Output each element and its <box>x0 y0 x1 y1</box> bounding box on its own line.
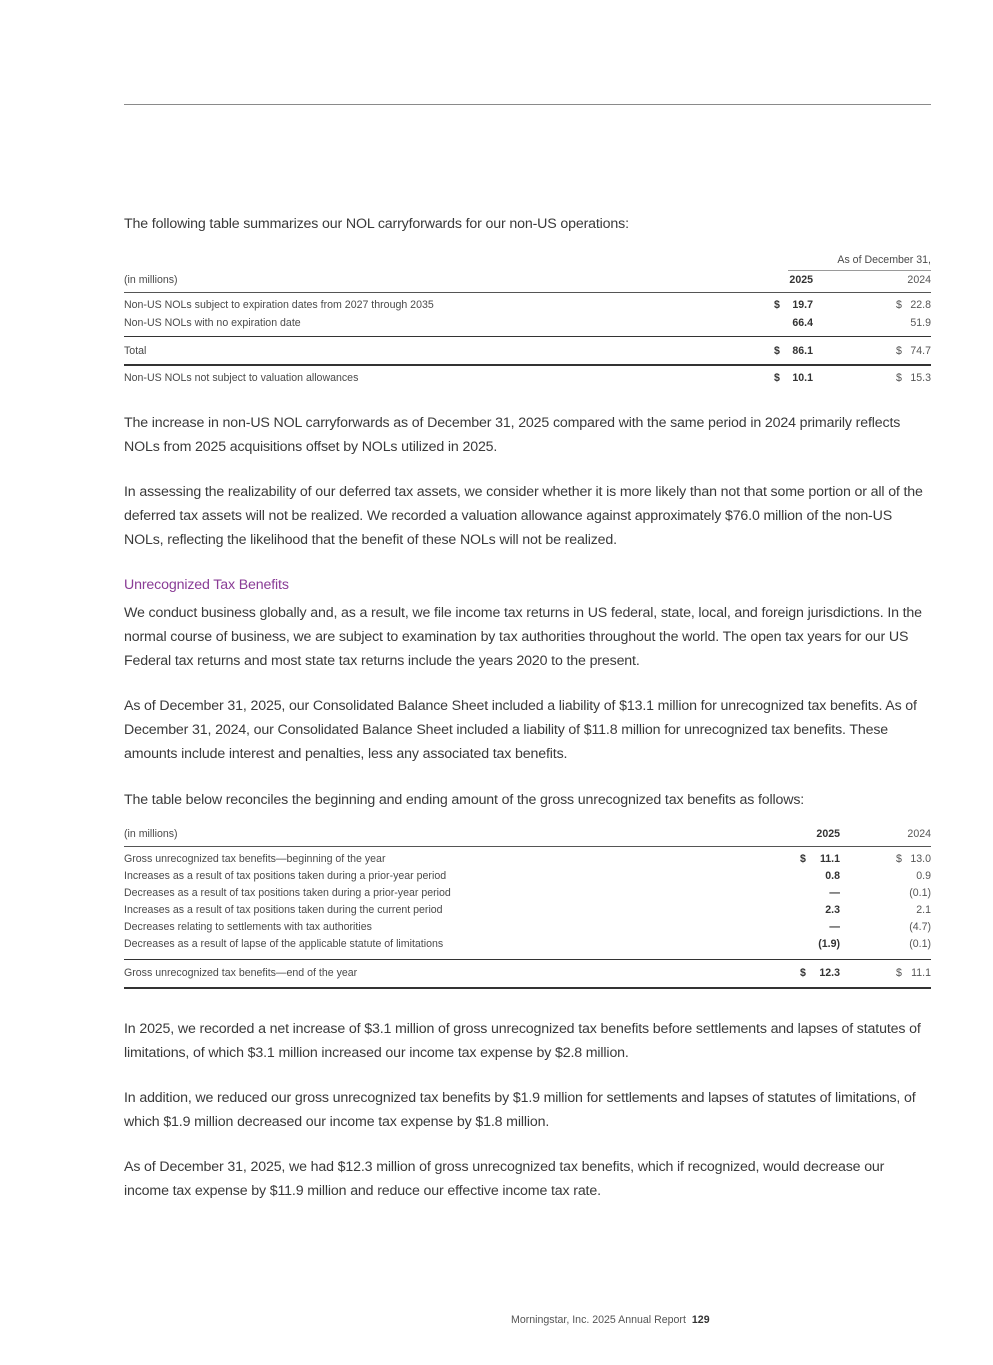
value-2025: — <box>829 887 840 899</box>
total-rule <box>124 987 931 989</box>
row-label: Gross unrecognized tax benefits—end of the year <box>124 967 358 979</box>
page-number: 129 <box>691 1314 710 1326</box>
dollar-sign: $ <box>800 853 806 865</box>
table-row <box>124 851 931 868</box>
col-2024-header: 2024 <box>907 274 931 286</box>
dollar-sign: $ <box>896 372 902 384</box>
intro-text: The following table summarizes our NOL carryforwards for our non-US operations: <box>124 216 629 232</box>
value-2025: 19.7 <box>792 299 813 311</box>
dollar-sign: $ <box>774 299 780 311</box>
value-2024: 13.0 <box>910 853 931 865</box>
row-label: Non-US NOLs with no expiration date <box>124 317 301 329</box>
value-2025: — <box>829 921 840 933</box>
report-title: Morningstar, Inc. 2025 Annual Report <box>511 1314 686 1326</box>
col-2024-header: 2024 <box>907 828 931 840</box>
utb-header-row <box>124 826 931 843</box>
value-2024: (4.7) <box>909 921 931 933</box>
row-label: Gross unrecognized tax benefits—beginning of the year <box>124 853 386 865</box>
paragraph-liability: As of December 31, 2025, our Consolidated Balance Sheet included a liability of $13.1 million for unrecognized tax benefits. As of December 31, 2024, our Consolidated Balance Sheet included a liability of $11.8 million for unrecognized tax benefits. These amounts include interest and penalties, less any associated tax benefits. <box>124 698 917 762</box>
dollar-sign: $ <box>800 967 806 979</box>
page-footer <box>511 1314 710 1326</box>
table-row <box>124 868 931 885</box>
value-2025: 10.1 <box>792 372 813 384</box>
col-2025-header: 2025 <box>789 274 813 286</box>
table-row <box>124 919 931 936</box>
total-rule <box>124 364 931 366</box>
value-2024: (0.1) <box>909 887 931 899</box>
as-of-label: As of December 31, <box>837 254 931 266</box>
header-rule <box>124 104 931 105</box>
paragraph-valuation-allowance: In assessing the realizability of our deferred tax assets, we consider whether it is more likely than not that some portion or all of the deferred tax assets will not be realized. We recorded a valuation allowance against approximately $76.0 million of the non-US NOLs, reflecting the likelihood that the benefit of these NOLs will not be realized. <box>124 484 923 548</box>
value-2024: 15.3 <box>910 372 931 384</box>
value-2024: 74.7 <box>910 345 931 357</box>
header-rule <box>124 292 931 293</box>
col-2025-header: 2025 <box>816 828 840 840</box>
subtotal-rule <box>124 336 931 337</box>
table-row <box>124 315 931 332</box>
nol-header-row <box>124 272 931 289</box>
paragraph-reconcile-intro: The table below reconciles the beginning and ending amount of the gross unrecognized tax benefits as follows: <box>124 792 805 808</box>
table-row <box>124 370 931 387</box>
value-2024: 0.9 <box>916 870 931 882</box>
value-2025: 86.1 <box>792 345 813 357</box>
as-of-rule <box>788 270 931 271</box>
value-2025: 2.3 <box>825 904 840 916</box>
value-2024: 22.8 <box>910 299 931 311</box>
unit-label: (in millions) <box>124 274 178 286</box>
row-label: Non-US NOLs not subject to valuation allowances <box>124 372 359 384</box>
dollar-sign: $ <box>896 853 902 865</box>
value-2024: 11.1 <box>911 967 931 979</box>
value-2024: 51.9 <box>910 317 931 329</box>
value-2025: 11.1 <box>819 853 840 865</box>
paragraph-jurisdictions: We conduct business globally and, as a result, we file income tax returns in US federal, state, local, and foreign jurisdictions. In the normal course of business, we are subject to examination by tax authorities throughout the world. The open tax years for our US Federal tax returns and most state tax returns include the years 2020 to the present. <box>124 605 922 669</box>
value-2025: (1.9) <box>818 938 840 950</box>
table-row <box>124 297 931 314</box>
row-label: Total <box>124 345 147 357</box>
value-2024: (0.1) <box>909 938 931 950</box>
dollar-sign: $ <box>896 299 902 311</box>
table-row <box>124 965 931 982</box>
header-rule <box>124 846 931 847</box>
table-row <box>124 885 931 902</box>
dollar-sign: $ <box>774 345 780 357</box>
dollar-sign: $ <box>774 372 780 384</box>
section-heading: Unrecognized Tax Benefits <box>124 577 289 593</box>
table-row <box>124 902 931 919</box>
subtotal-rule <box>124 959 931 960</box>
paragraph-reduction: In addition, we reduced our gross unrecognized tax benefits by $1.9 million for settlements and lapses of statutes of limitations, of which $1.9 million decreased our income tax expense by $1.8 million. <box>124 1090 916 1130</box>
table-row <box>124 343 931 360</box>
paragraph-net-increase: In 2025, we recorded a net increase of $3.1 million of gross unrecognized tax benefits before settlements and lapses of statutes of limitations, of which $3.1 million increased our income tax expense by $2.8 million. <box>124 1021 921 1061</box>
row-label: Decreases relating to settlements with tax authorities <box>124 921 372 933</box>
dollar-sign: $ <box>896 967 902 979</box>
paragraph-nol-increase: The increase in non-US NOL carryforwards as of December 31, 2025 compared with the same period in 2024 primarily reflects NOLs from 2025 acquisitions offset by NOLs utilized in 2025. <box>124 415 901 455</box>
dollar-sign: $ <box>896 345 902 357</box>
value-2024: 2.1 <box>916 904 931 916</box>
value-2025: 12.3 <box>819 967 840 979</box>
value-2025: 66.4 <box>792 317 813 329</box>
row-label: Decreases as a result of lapse of the applicable statute of limitations <box>124 938 444 950</box>
row-label: Non-US NOLs subject to expiration dates from 2027 through 2035 <box>124 299 434 311</box>
row-label: Increases as a result of tax positions taken during the current period <box>124 904 443 916</box>
row-label: Decreases as a result of tax positions taken during a prior-year period <box>124 887 451 899</box>
row-label: Increases as a result of tax positions taken during a prior-year period <box>124 870 447 882</box>
paragraph-total-utb: As of December 31, 2025, we had $12.3 million of gross unrecognized tax benefits, which if recognized, would decrease our income tax expense by $11.9 million and reduce our effective income tax rate. <box>124 1159 885 1199</box>
value-2025: 0.8 <box>825 870 840 882</box>
table-row <box>124 936 931 953</box>
unit-label: (in millions) <box>124 828 178 840</box>
